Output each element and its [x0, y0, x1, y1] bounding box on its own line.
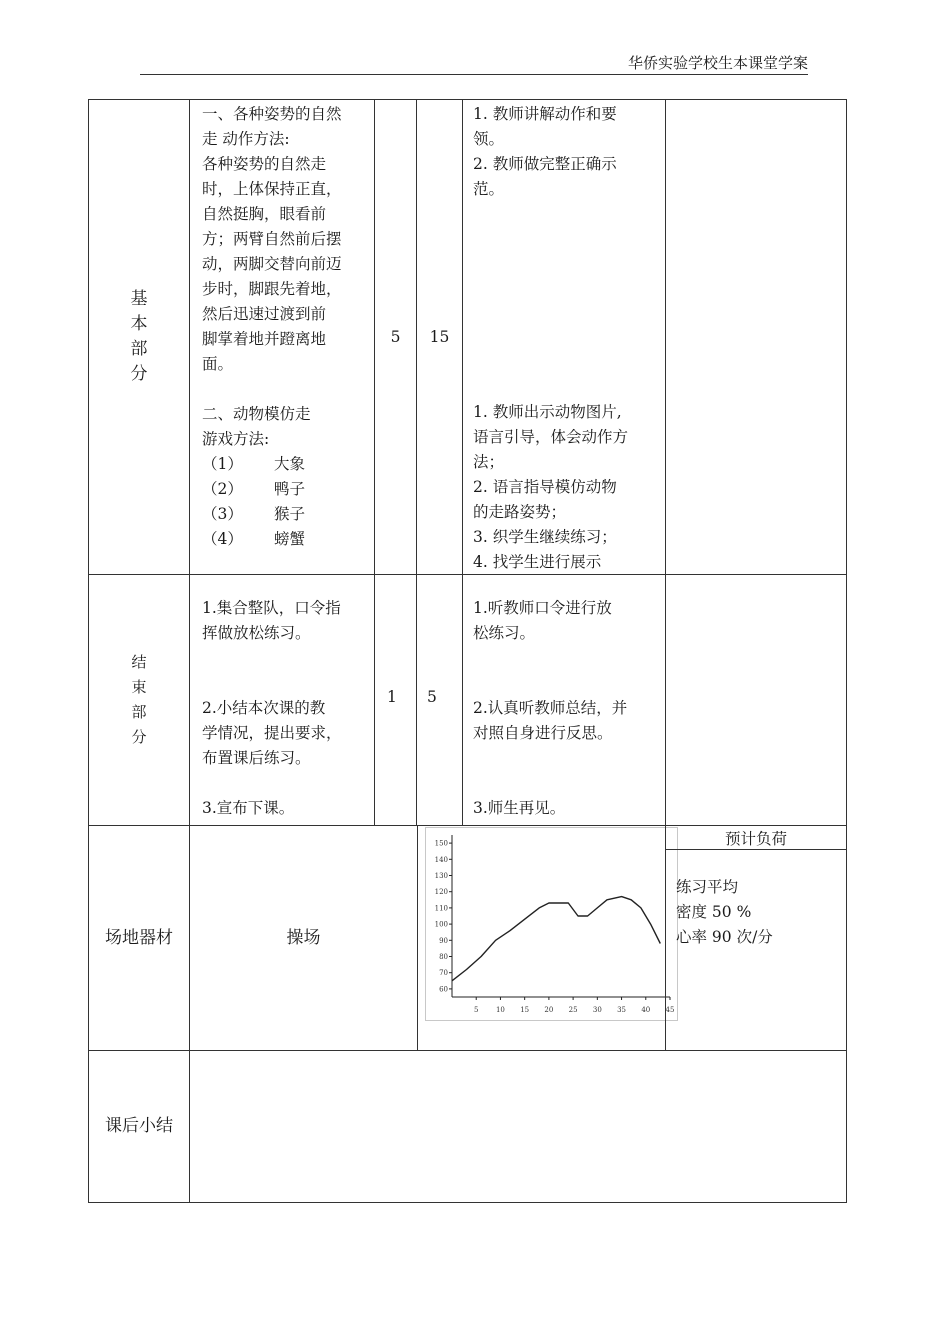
- basic-count-cell: [374, 99, 417, 575]
- game-item-num: （2）: [202, 480, 243, 498]
- ending-student-1: 1.听教师口令进行放 松练习。: [473, 599, 612, 642]
- x-tick-label: 15: [520, 1006, 530, 1014]
- game-list: [202, 452, 370, 552]
- ending-item-1: 1.集合整队，口令指 挥做放松练习。: [202, 599, 341, 642]
- basic-minutes-cell: [416, 99, 463, 575]
- ending-section-label-cell: [88, 574, 190, 826]
- y-tick-label: 140: [434, 855, 448, 864]
- y-tick-label: 110: [434, 904, 448, 913]
- basic-minutes: 15: [429, 327, 450, 346]
- game-item-name: 螃蟹: [274, 530, 306, 548]
- y-tick-label: 80: [439, 953, 448, 961]
- game-item-num: （4）: [202, 530, 243, 548]
- ending-minutes-cell: [416, 574, 463, 826]
- ending-student-cell: [462, 574, 666, 826]
- ending-student-2: 2.认真听教师总结，并 对照自身进行反思。: [473, 699, 628, 742]
- lesson-plan-table: [88, 99, 847, 1203]
- basic-teacher-game-method: 1. 教师出示动物图片, 语言引导，体会动作方 法； 2. 语言指导模仿动物 的走路姿势； 3. 织学生继续练习； 4. 找学生进行展示: [473, 403, 629, 571]
- basic-method-cell: [462, 99, 666, 575]
- basic-section-label-cell: [88, 99, 190, 575]
- game-item: [202, 452, 370, 477]
- y-tick-label: 120: [434, 888, 448, 897]
- game-item: [202, 527, 370, 552]
- basic-content-walk: 一、各种姿势的自然 走 动作方法: 各种姿势的自然走 时，上体保持正直， 自然挺胸，眼看前 方；两臂自然前后摆 动，两脚交替向前迈 步时，脚跟先着地， 然后迅速过渡到前 脚掌着地并蹬离地 面。: [202, 105, 342, 373]
- x-tick-label: 45: [665, 1006, 675, 1014]
- basic-count: 5: [390, 327, 401, 346]
- game-item-num: （1）: [202, 455, 243, 473]
- summary-value-cell: [189, 1050, 847, 1203]
- basic-teacher-method: 1. 教师讲解动作和要 领。 2. 教师做完整正确示 范。: [473, 105, 617, 198]
- ending-minutes: 5: [427, 688, 437, 706]
- summary-label: 课后小结: [105, 1116, 173, 1136]
- x-tick-label: 40: [641, 1006, 651, 1014]
- y-tick-label: 70: [439, 969, 448, 978]
- game-item: [202, 502, 370, 527]
- header-divider: [140, 74, 808, 75]
- heart-rate-chart: [425, 827, 679, 1022]
- venue-label: 场地器材: [105, 927, 173, 948]
- game-item-name: 大象: [274, 455, 306, 473]
- basic-section-label: 基 本 部 分: [130, 289, 148, 384]
- y-tick-label: 150: [434, 839, 448, 848]
- header-school-title: 华侨实验学校生本课堂学案: [627, 54, 808, 72]
- load-chart-cell: [417, 825, 675, 1051]
- x-tick-label: 5: [473, 1006, 479, 1014]
- y-tick-label: 100: [434, 920, 448, 929]
- x-tick-label: 25: [568, 1006, 578, 1014]
- basic-notes-cell: [665, 99, 847, 575]
- chart-border: [426, 828, 678, 1021]
- ending-item-2: 2.小结本次课的教 学情况，提出要求， 布置课后练习。: [202, 699, 342, 767]
- venue-value-cell: [189, 825, 418, 1051]
- ending-notes-cell: [665, 574, 847, 826]
- game-item-name: 鸭子: [274, 480, 306, 498]
- game-item: [202, 477, 370, 502]
- load-cell: [665, 825, 847, 1051]
- ending-item-3: 3.宣布下课。: [202, 799, 295, 817]
- venue-value: 操场: [286, 927, 321, 948]
- ending-count-cell: [374, 574, 417, 826]
- basic-content-cell: [189, 99, 375, 575]
- x-tick-label: 10: [495, 1006, 505, 1014]
- ending-student-3: 3.师生再见。: [473, 799, 566, 817]
- load-text: 练习平均 密度 50 % 心率 90 次/分: [676, 878, 773, 946]
- ending-section-label: 结 束 部 分: [131, 653, 147, 746]
- y-tick-label: 90: [439, 936, 448, 945]
- y-tick-label: 60: [439, 985, 448, 994]
- heart-rate-line: [452, 897, 660, 981]
- y-tick-label: 130: [434, 872, 448, 880]
- game-item-num: （3）: [202, 505, 243, 523]
- x-tick-label: 35: [617, 1006, 627, 1014]
- ending-count: 1: [387, 688, 397, 706]
- basic-content-game: 二、动物模仿走 游戏方法:: [202, 405, 311, 448]
- summary-label-cell: [88, 1050, 190, 1203]
- venue-label-cell: [88, 825, 190, 1051]
- ending-content-cell: [189, 574, 375, 826]
- load-title: 预计负荷: [666, 826, 846, 850]
- x-tick-label: 20: [544, 1006, 554, 1014]
- x-tick-label: 30: [592, 1006, 602, 1014]
- game-item-name: 猴子: [274, 505, 306, 523]
